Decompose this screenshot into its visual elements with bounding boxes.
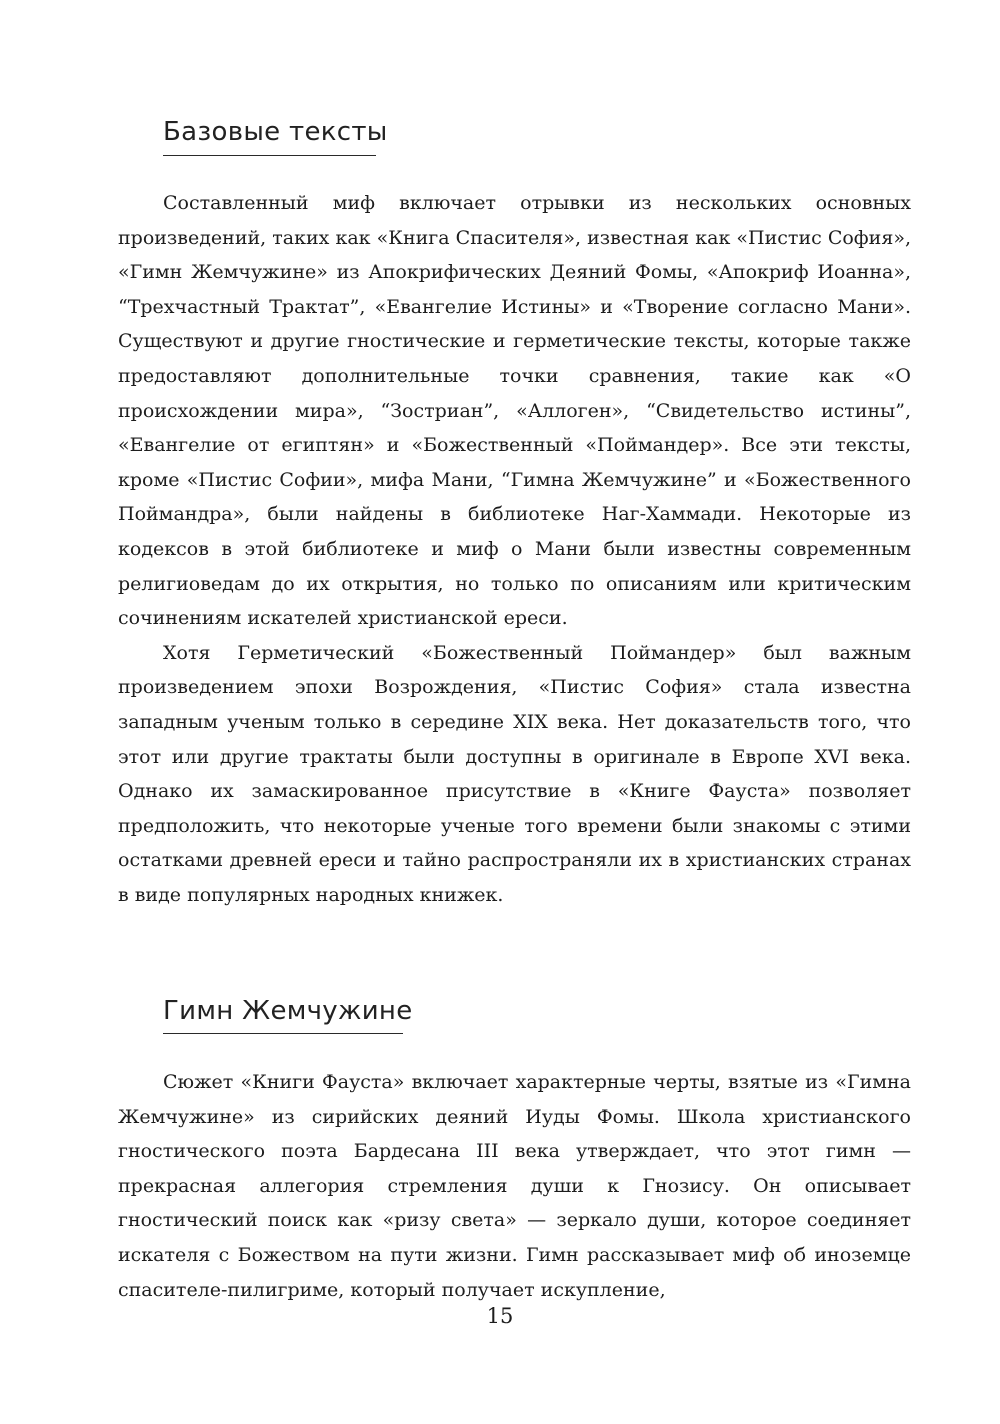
section-heading-hymn-of-the-pearl: Гимн Жемчужине: [163, 996, 413, 1026]
heading-underline: [163, 1033, 403, 1034]
section-body-hymn-of-the-pearl: [118, 1065, 911, 1307]
page-number: 15: [486, 1304, 514, 1328]
section-heading-base-texts: Базовые тексты: [163, 117, 388, 147]
section-body-base-texts: [118, 186, 911, 912]
heading-underline: [163, 155, 376, 156]
paragraph: Составленный миф включает отрывки из нескольких основных произведений, таких как «Книга Спасителя», известная как «Пистис София», «Гимн Жемчужине» из Апокрифических Деяний Фомы, «Апокриф Иоанна», “Трехчастный Трактат”, «Евангелие Истины» и «Творение согласно Мани». Существуют и другие гностические и герметические тексты, которые также предоставляют дополнительные точки сравнения, такие как «О происхождении мира», “Зостриан”, «Аллоген», “Свидетельство истины”, «Евангелие от египтян» и «Божественный «Поймандер». Все эти тексты, кроме «Пистис Софии», мифа Мани, “Гимна Жемчужине” и «Божественного Поймандра», были найдены в библиотеке Наг-Хаммади. Некоторые из кодексов в этой библиотеке и миф о Мани были известны современным религиоведам до их открытия, но только по описаниям или критическим сочинениям искателей христианской ереси.: [118, 192, 911, 630]
paragraph: Хотя Герметический «Божественный Поймандер» был важным произведением эпохи Возрождения, «Пистис София» стала известна западным ученым только в середине XIX века. Нет доказательств того, что этот или другие трактаты были доступны в оригинале в Европе XVI века. Однако их замаскированное присутствие в «Книге Фауста» позволяет предположить, что некоторые ученые того времени были знакомы с этими остатками древней ереси и тайно распространяли их в христианских странах в виде популярных народных книжек.: [118, 641, 911, 906]
paragraph: Сюжет «Книги Фауста» включает характерные черты, взятые из «Гимна Жемчужине» из сирийских деяний Иуды Фомы. Школа христианского гностического поэта Бардесана III века утверждает, что этот гимн — прекрасная аллегория стремления души к Гнозису. Он описывает гностический поиск как «ризу света» — зеркало души, которое соединяет искателя с Божеством на пути жизни. Гимн рассказывает миф об иноземце спасителе-пилигриме, который получает искупление,: [118, 1071, 911, 1301]
